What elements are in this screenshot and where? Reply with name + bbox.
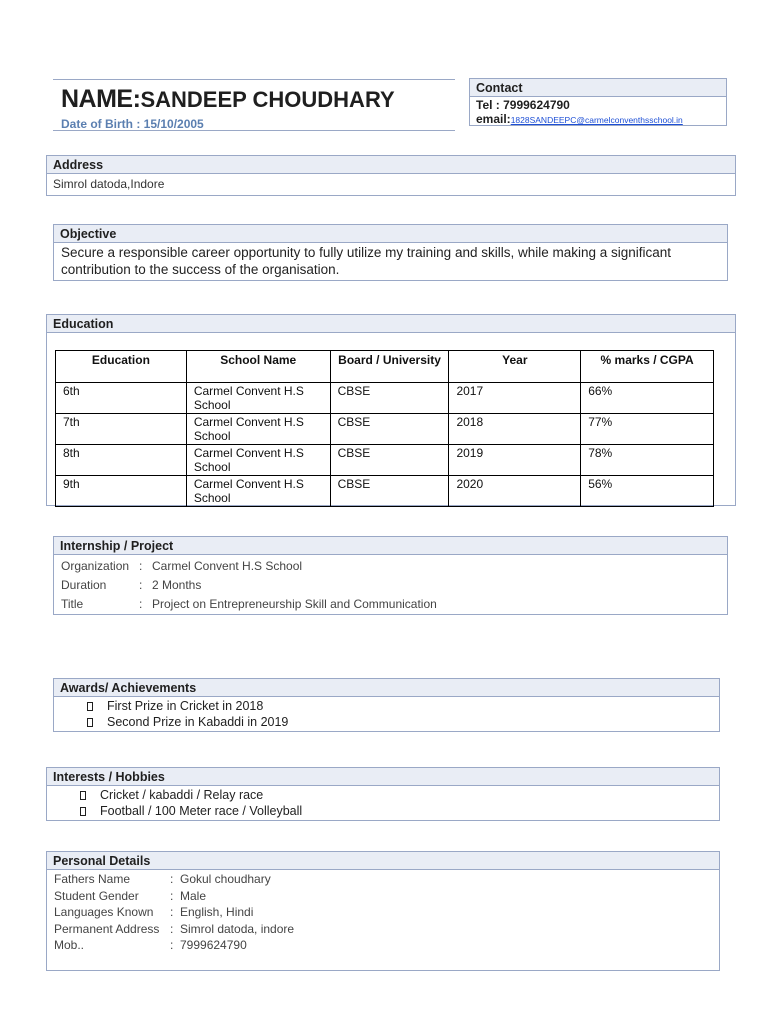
field-value: 2 Months [152,578,202,592]
table-cell: 66% [581,383,714,414]
interests-body [46,786,720,821]
objective-title: Objective [53,224,728,243]
personal-row [54,904,712,921]
email-link[interactable]: 1828SANDEEPC@carmelconventhsschool.in [510,115,683,125]
table-cell: CBSE [330,383,449,414]
internship-section [53,536,728,615]
contact-title: Contact [470,79,726,97]
table-cell: CBSE [330,445,449,476]
awards-title: Awards/ Achievements [53,678,720,697]
education-body [46,333,736,506]
table-cell: 78% [581,445,714,476]
column-header: Board / University [330,351,449,383]
table-cell: Carmel Convent H.S School [186,476,330,507]
address-value: Simrol datoda,Indore [46,174,736,196]
table-cell: 2019 [449,445,581,476]
field-label: Languages Known [54,905,154,919]
bullet-icon [87,718,93,727]
address-title: Address [46,155,736,174]
field-label: Student Gender [54,888,139,903]
personal-details-section [46,851,720,971]
field-separator: : [170,938,174,952]
address-section [46,155,736,196]
list-item-text: Football / 100 Meter race / Volleyball [100,804,303,818]
contact-tel: Tel : 7999624790 [476,98,570,112]
column-header: % marks / CGPA [581,351,714,383]
table-cell: 77% [581,414,714,445]
field-separator: : [139,597,143,611]
field-value: Carmel Convent H.S School [152,559,303,573]
table-row [56,445,714,476]
field-label: Fathers Name [54,872,131,886]
table-cell: CBSE [330,414,449,445]
education-section [46,314,736,506]
personal-row [54,921,712,938]
field-separator: : [170,905,174,919]
column-header: School Name [186,351,330,383]
field-separator: : [170,921,174,936]
column-header: Education [56,351,187,383]
field-label: Mob.. [54,938,85,952]
table-cell: 6th [56,383,187,414]
bullet-icon [80,807,86,816]
table-cell: 9th [56,476,187,507]
field-value: Male [180,888,207,903]
name-block [53,79,455,131]
list-item [87,714,719,730]
internship-body [53,555,728,615]
date-of-birth: Date of Birth : 15/10/2005 [61,117,204,131]
field-value: Simrol datoda, indore [180,921,295,936]
field-separator: : [170,872,174,886]
field-value: 7999624790 [180,938,247,952]
name-line [61,85,395,114]
table-row [56,414,714,445]
education-header-row [56,351,714,383]
list-item-text: Second Prize in Kabaddi in 2019 [107,715,289,729]
education-table [55,350,714,507]
internship-row [61,595,720,614]
name-value: SANDEEP CHOUDHARY [140,87,395,112]
field-value: Gokul choudhary [180,872,271,886]
table-cell: 2017 [449,383,581,414]
table-cell: 2020 [449,476,581,507]
contact-box [469,78,727,126]
table-cell: 7th [56,414,187,445]
personal-row [54,937,712,954]
list-item [87,698,719,714]
education-title: Education [46,314,736,333]
table-cell: 56% [581,476,714,507]
table-cell: 2018 [449,414,581,445]
field-separator: : [139,578,143,592]
table-cell: Carmel Convent H.S School [186,414,330,445]
field-separator: : [139,559,143,573]
field-label: Permanent Address [54,921,160,936]
objective-text: Secure a responsible career opportunity to fully utilize my training and skills, while making a significant contribution to the success of the organisation. [53,243,728,281]
interests-section [46,767,720,821]
list-item-text: Cricket / kabaddi / Relay race [100,788,264,802]
awards-section [53,678,720,732]
awards-body [53,697,720,732]
personal-details-title: Personal Details [46,851,720,870]
field-value: Project on Entrepreneurship Skill and Communication [152,597,437,611]
table-cell: Carmel Convent H.S School [186,383,330,414]
bullet-icon [87,702,93,711]
list-item [80,803,719,819]
email-label: email: [476,112,511,126]
objective-section [53,224,728,281]
field-label: Organization [61,559,130,573]
name-label: NAME: [61,85,141,113]
table-cell: Carmel Convent H.S School [186,445,330,476]
table-cell: 8th [56,445,187,476]
field-value: English, Hindi [180,905,254,919]
internship-row [61,576,720,595]
personal-row [54,871,712,888]
list-item [80,787,719,803]
column-header: Year [449,351,581,383]
interests-title: Interests / Hobbies [46,767,720,786]
field-label: Duration [61,578,107,592]
table-row [56,383,714,414]
field-label: Title [61,597,84,611]
personal-row [54,888,712,905]
table-row [56,476,714,507]
contact-email-row [470,112,726,126]
internship-title: Internship / Project [53,536,728,555]
list-item-text: First Prize in Cricket in 2018 [107,699,264,713]
personal-details-body [46,870,720,971]
field-separator: : [170,888,174,903]
table-cell: CBSE [330,476,449,507]
bullet-icon [80,791,86,800]
internship-row [61,557,720,576]
